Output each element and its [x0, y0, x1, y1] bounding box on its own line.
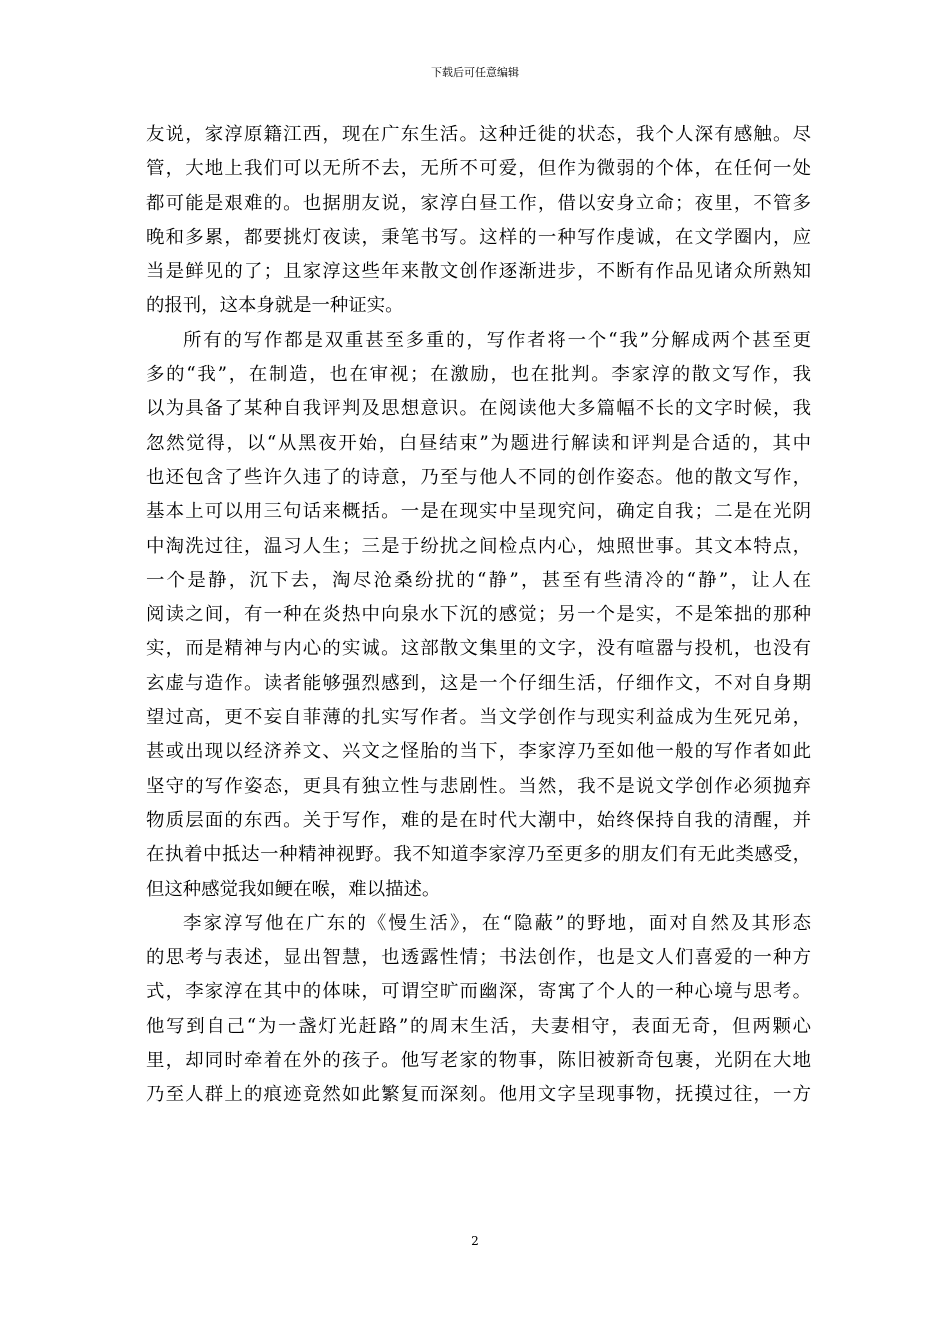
text-line: 乃至人群上的痕迹竟然如此繁复而深刻。他用文字呈现事物，抚摸过往，一方 [146, 1084, 811, 1106]
text-line: 实，而是精神与内心的实诚。这部散文集里的文字，没有喧嚣与投机，也没有 [146, 638, 811, 660]
text-line: 但这种感觉我如鲠在喉，难以描述。 [146, 878, 441, 900]
text-line: 的思考与表述，显出智慧，也透露性情；书法创作，也是文人们喜爱的一种方 [146, 947, 811, 969]
text-line: 物质层面的东西。关于写作，难的是在时代大潮中，始终保持自我的清醒，并 [146, 809, 811, 831]
text-line: 以为具备了某种自我评判及思想意识。在阅读他大多篇幅不长的文字时候，我 [146, 398, 811, 420]
text-line: 李家淳写他在广东的《慢生活》，在“隐蔽”的野地，面对自然及其形态 [183, 912, 811, 934]
text-line: 多的“我”，在制造，也在审视；在激励，也在批判。李家淳的散文写作，我 [146, 364, 811, 386]
text-line: 望过高，更不妄自菲薄的扎实写作者。当文学创作与现实利益成为生死兄弟， [146, 707, 811, 729]
text-line: 式，李家淳在其中的体味，可谓空旷而幽深，寄寓了个人的一种心境与思考。 [146, 981, 811, 1003]
text-line: 都可能是艰难的。也据朋友说，家淳白昼工作，借以安身立命；夜里，不管多 [146, 192, 811, 214]
text-line: 的报刊，这本身就是一种证实。 [146, 295, 404, 317]
text-line: 所有的写作都是双重甚至多重的，写作者将一个“我”分解成两个甚至更 [183, 329, 811, 351]
text-line: 他写到自己“为一盏灯光赶路”的周末生活，夫妻相守，表面无奇，但两颗心 [146, 1015, 811, 1037]
text-line: 里，却同时牵着在外的孩子。他写老家的物事，陈旧被新奇包裹，光阴在大地 [146, 1050, 811, 1072]
text-line: 一个是静，沉下去，淘尽沧桑纷扰的“静”，甚至有些清冷的“静”，让人在 [146, 569, 811, 591]
text-line: 忽然觉得，以“从黑夜开始，白昼结束”为题进行解读和评判是合适的，其中 [146, 432, 811, 454]
text-line: 玄虚与造作。读者能够强烈感到，这是一个仔细生活，仔细作文，不对自身期 [146, 672, 811, 694]
text-line: 基本上可以用三句话来概括。一是在现实中呈现究问，确定自我；二是在光阴 [146, 501, 811, 523]
text-line: 中淘洗过往，温习人生；三是于纷扰之间检点内心，烛照世事。其文本特点， [146, 535, 811, 557]
text-line: 也还包含了些许久违了的诗意，乃至与他人不同的创作姿态。他的散文写作， [146, 466, 811, 488]
text-line: 阅读之间，有一种在炎热中向泉水下沉的感觉；另一个是实，不是笨拙的那种 [146, 604, 811, 626]
page-number: 2 [471, 1234, 479, 1248]
text-line: 管，大地上我们可以无所不去，无所不可爱，但作为微弱的个体，在任何一处 [146, 158, 811, 180]
text-line: 在执着中抵达一种精神视野。我不知道李家淳乃至更多的朋友们有无此类感受， [146, 844, 811, 866]
text-line: 友说，家淳原籍江西，现在广东生活。这种迁徙的状态，我个人深有感触。尽 [146, 124, 811, 145]
text-line: 甚或出现以经济养文、兴文之怪胎的当下，李家淳乃至如他一般的写作者如此 [146, 741, 811, 763]
text-line: 当是鲜见的了；且家淳这些年来散文创作逐渐进步，不断有作品见诸众所熟知 [146, 261, 811, 283]
body-text [146, 118, 811, 1113]
text-line: 坚守的写作姿态，更具有独立性与悲剧性。当然，我不是说文学创作必须抛弃 [146, 775, 811, 797]
text-line: 晚和多累，都要挑灯夜读，秉笔书写。这样的一种写作虔诚，在文学圈内，应 [146, 226, 811, 248]
page-header: 下载后可任意编辑 [431, 66, 519, 79]
